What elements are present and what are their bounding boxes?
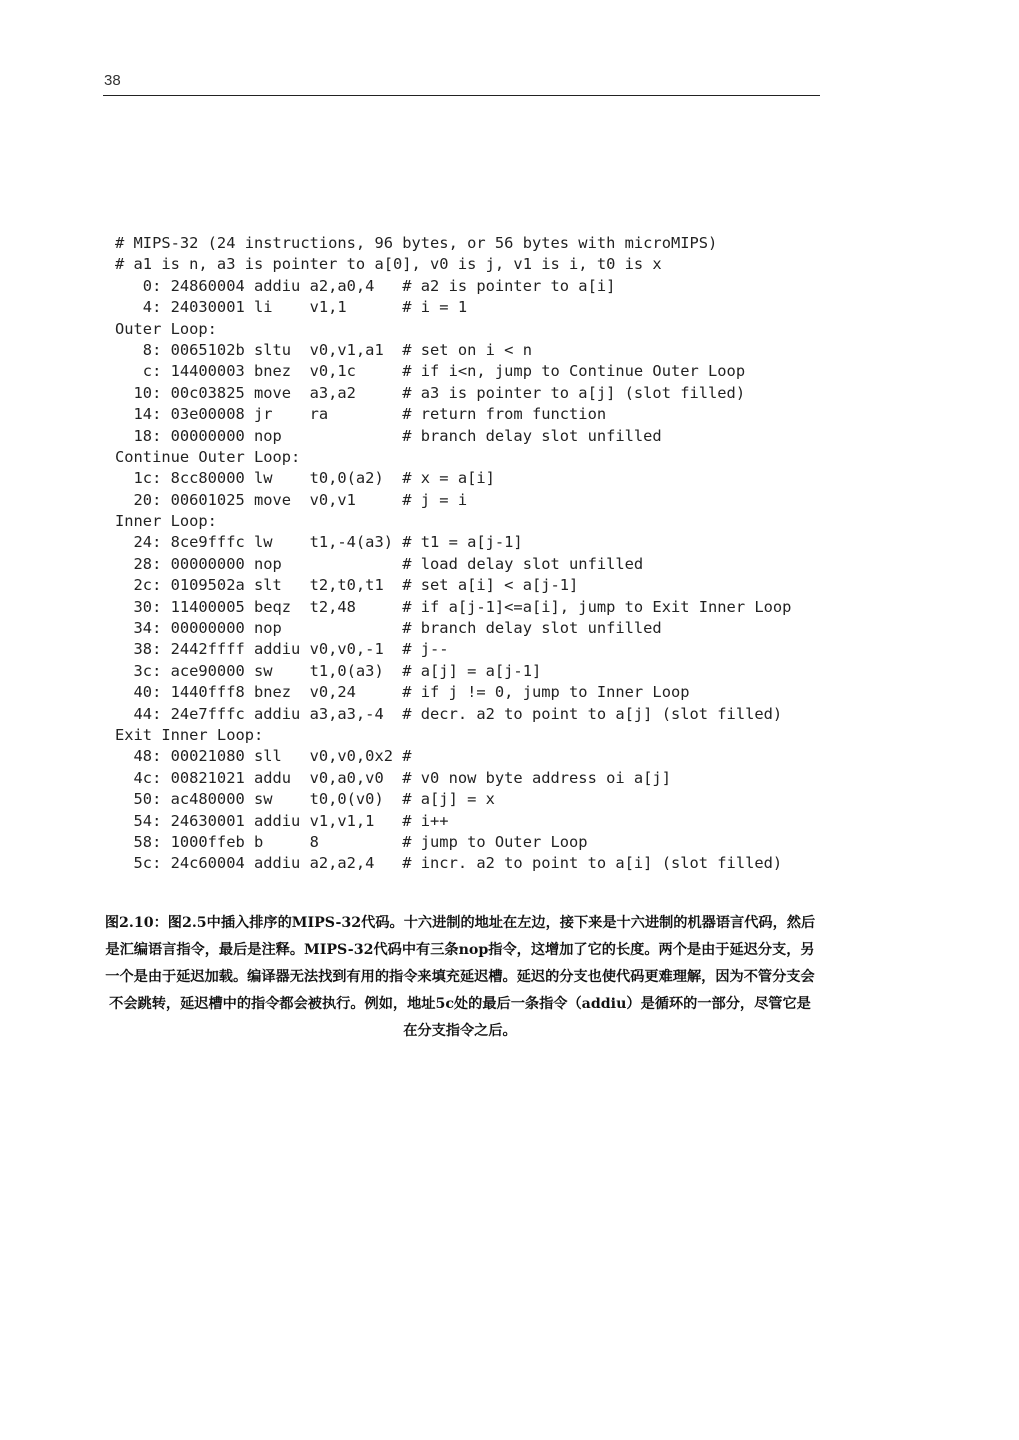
code-line: 50: ac480000 sw t0,0(v0) # a[j] = x bbox=[115, 790, 495, 809]
code-line: Exit Inner Loop: bbox=[115, 725, 264, 744]
code-line: 24: 8ce9fffc lw t1,-4(a3) # t1 = a[j-1] bbox=[115, 533, 523, 552]
header-rule bbox=[103, 95, 820, 96]
code-line: 54: 24630001 addiu v1,v1,1 # i++ bbox=[115, 811, 449, 830]
code-line: 44: 24e7fffc addiu a3,a3,-4 # decr. a2 to point to a[j] (slot filled) bbox=[115, 704, 783, 723]
code-line: 38: 2442ffff addiu v0,v0,-1 # j-- bbox=[115, 640, 449, 659]
code-line: 3c: ace90000 sw t1,0(a3) # a[j] = a[j-1] bbox=[115, 661, 542, 680]
page-number: 38 bbox=[104, 72, 121, 89]
code-line: 4: 24030001 li v1,1 # i = 1 bbox=[115, 298, 468, 317]
figure-caption: 图2.10：图2.5中插入排序的MIPS-32代码。十六进制的地址在左边，接下来是十六进制的机器语言代码，然后是汇编语言指令，最后是注释。MIPS-32代码中有三条nop指令，这增加了它的长度。两个是由于延迟分支，另一个是由于延迟加载。编译器无法找到有用的指令来填充延迟槽。延迟的分支也使代码更难理解，因为不管分支会不会跳转，延迟槽中的指令都会被执行。例如，地址5c处的最后一条指令（addiu）是循环的一部分，尽管它是在分支指令之后。 bbox=[104, 915, 816, 1039]
code-line: 5c: 24c60004 addiu a2,a2,4 # incr. a2 to point to a[i] (slot filled) bbox=[115, 854, 783, 873]
code-line: c: 14400003 bnez v0,1c # if i<n, jump to Continue Outer Loop bbox=[115, 362, 746, 381]
code-line: 30: 11400005 beqz t2,48 # if a[j-1]<=a[i], jump to Exit Inner Loop bbox=[115, 597, 792, 616]
code-line: 0: 24860004 addiu a2,a0,4 # a2 is pointer to a[i] bbox=[115, 276, 616, 295]
code-line: 20: 00601025 move v0,v1 # j = i bbox=[115, 490, 468, 509]
code-line: # a1 is n, a3 is pointer to a[0], v0 is j, v1 is i, t0 is x bbox=[115, 255, 662, 274]
code-line: 28: 00000000 nop # load delay slot unfilled bbox=[115, 554, 644, 573]
code-line: 34: 00000000 nop # branch delay slot unfilled bbox=[115, 619, 662, 638]
code-line: 2c: 0109502a slt t2,t0,t1 # set a[i] < a[j-1] bbox=[115, 576, 579, 595]
code-listing bbox=[115, 233, 791, 875]
code-line: 10: 00c03825 move a3,a2 # a3 is pointer to a[j] (slot filled) bbox=[115, 383, 746, 402]
code-line: 8: 0065102b sltu v0,v1,a1 # set on i < n bbox=[115, 340, 532, 359]
code-line: 58: 1000ffeb b 8 # jump to Outer Loop bbox=[115, 832, 588, 851]
code-line: 18: 00000000 nop # branch delay slot unfilled bbox=[115, 426, 662, 445]
code-line: Outer Loop: bbox=[115, 319, 217, 338]
code-line: 40: 1440fff8 bnez v0,24 # if j != 0, jump to Inner Loop bbox=[115, 683, 690, 702]
code-line: 14: 03e00008 jr ra # return from function bbox=[115, 405, 607, 424]
code-line: 1c: 8cc80000 lw t0,0(a2) # x = a[i] bbox=[115, 469, 495, 488]
code-line: Continue Outer Loop: bbox=[115, 447, 301, 466]
code-line: # MIPS-32 (24 instructions, 96 bytes, or 56 bytes with microMIPS) bbox=[115, 234, 718, 252]
code-line: 48: 00021080 sll v0,v0,0x2 # bbox=[115, 747, 412, 766]
code-line: 4c: 00821021 addu v0,a0,v0 # v0 now byte address oi a[j] bbox=[115, 768, 671, 787]
code-line: Inner Loop: bbox=[115, 512, 217, 531]
